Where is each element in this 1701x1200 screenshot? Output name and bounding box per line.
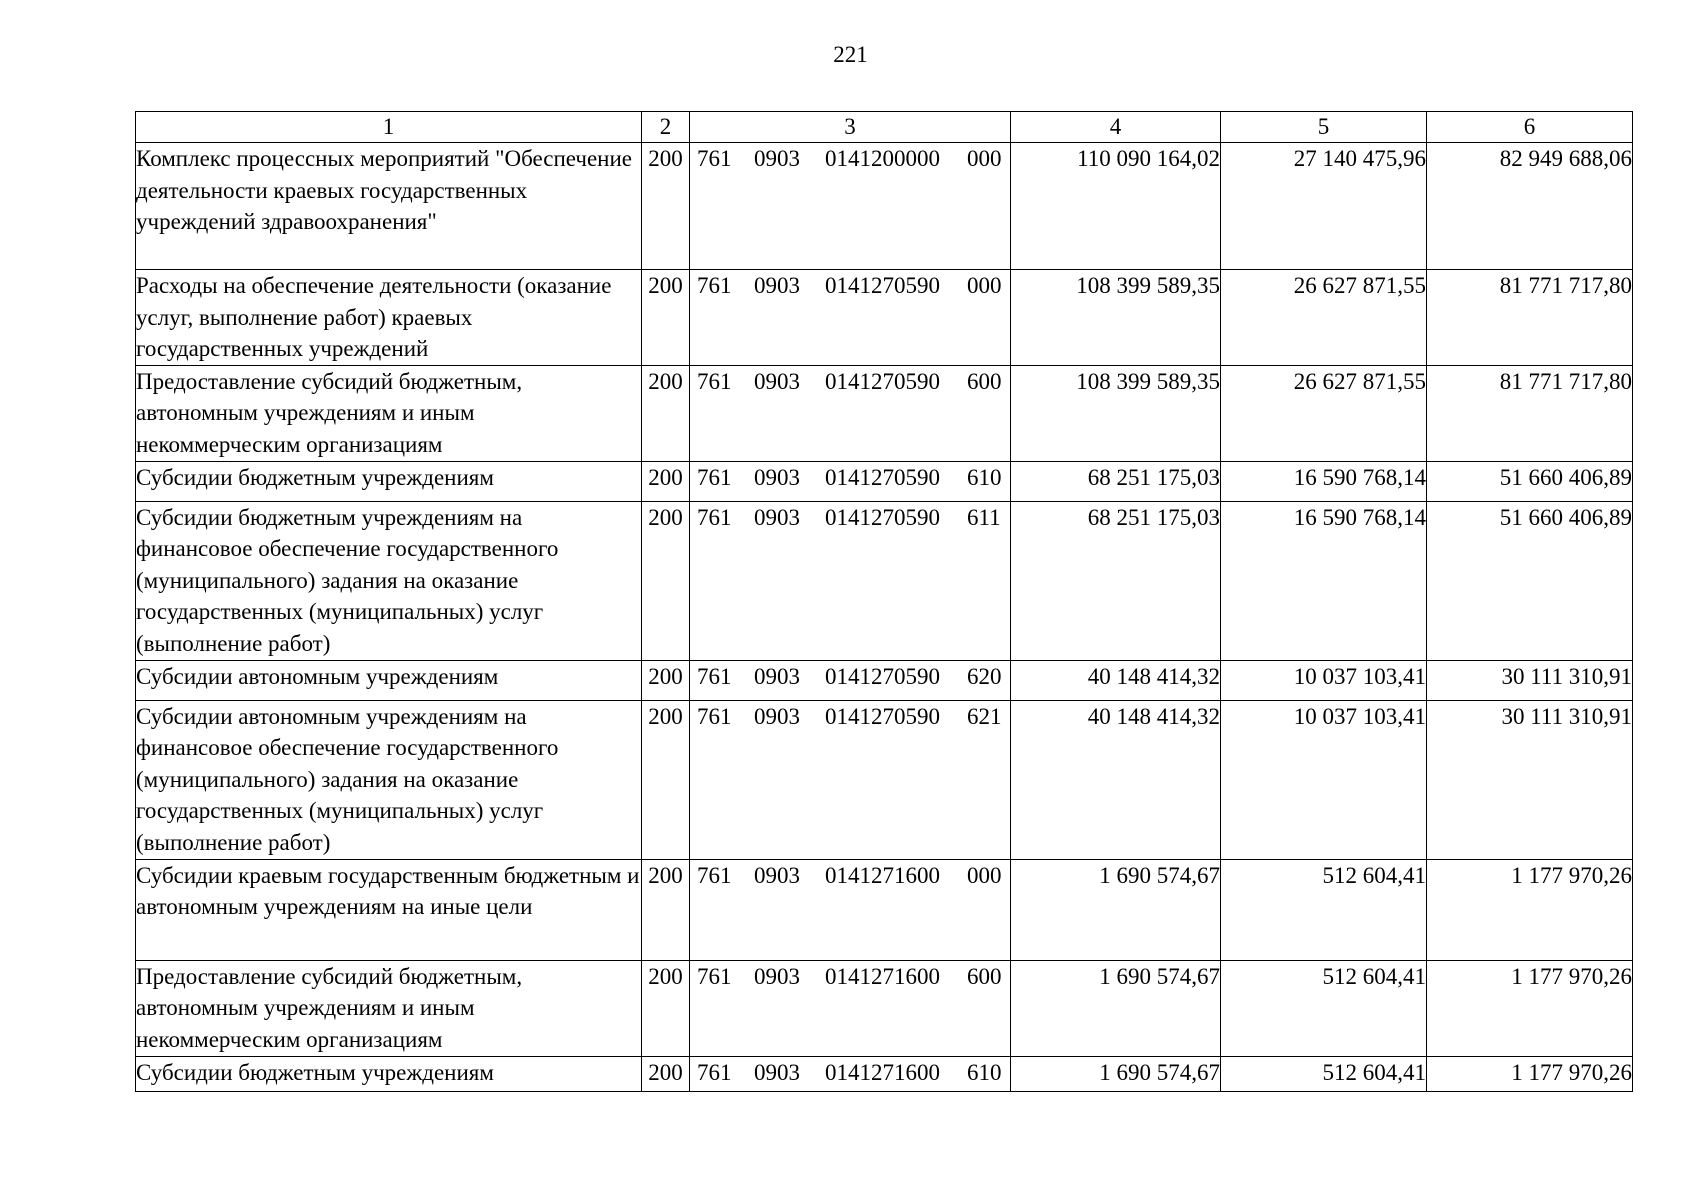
target-code: 0141270590 (825, 703, 940, 729)
table-row (136, 700, 1633, 859)
row-value-6: 81 771 717,80 (1427, 270, 1633, 366)
expense-type-code: 621 (967, 703, 1002, 729)
column-header: 3 (690, 112, 1011, 143)
section-code: 0903 (754, 1059, 800, 1085)
ved-code: 761 (697, 504, 732, 530)
table-row (136, 501, 1633, 660)
row-value-4: 1 690 574,67 (1011, 859, 1221, 960)
row-code: 200 (642, 365, 690, 461)
row-value-5: 512 604,41 (1221, 859, 1427, 960)
table-row (136, 365, 1633, 461)
table-header-row (136, 112, 1633, 143)
row-value-5: 16 590 768,14 (1221, 461, 1427, 501)
ved-code: 761 (697, 703, 732, 729)
section-code: 0903 (754, 464, 800, 490)
column-header: 5 (1221, 112, 1427, 143)
row-value-4: 108 399 589,35 (1011, 365, 1221, 461)
ved-code: 761 (697, 464, 732, 490)
row-code: 200 (642, 501, 690, 660)
row-budget-code (690, 660, 1011, 700)
row-value-5: 10 037 103,41 (1221, 700, 1427, 859)
row-name: Предоставление субсидий бюджетным, автономным учреждениям и иным некоммерческим организациям (136, 960, 642, 1056)
target-code: 0141270590 (825, 504, 940, 530)
expense-type-code: 611 (967, 504, 1001, 530)
row-name: Субсидии автономным учреждениям на финансовое обеспечение государственного (муниципального) задания на оказание государственных (муниципальных) услуг (выполнение работ) (136, 700, 642, 859)
row-value-6: 81 771 717,80 (1427, 365, 1633, 461)
row-budget-code (690, 1056, 1011, 1091)
ved-code: 761 (697, 368, 732, 394)
row-value-5: 512 604,41 (1221, 960, 1427, 1056)
expense-type-code: 000 (967, 146, 1002, 171)
expense-type-code: 600 (967, 963, 1002, 989)
table-row (136, 461, 1633, 501)
section-code: 0903 (754, 703, 800, 729)
row-value-4: 40 148 414,32 (1011, 700, 1221, 859)
target-code: 0141200000 (825, 146, 940, 171)
row-code: 200 (642, 660, 690, 700)
expense-type-code: 610 (967, 464, 1002, 490)
row-code: 200 (642, 1056, 690, 1091)
ved-code: 761 (697, 1059, 732, 1085)
row-value-4: 1 690 574,67 (1011, 960, 1221, 1056)
row-code: 200 (642, 270, 690, 366)
row-value-5: 26 627 871,55 (1221, 365, 1427, 461)
row-budget-code (690, 143, 1011, 270)
row-value-5: 512 604,41 (1221, 1056, 1427, 1091)
table-row (136, 859, 1633, 960)
row-value-5: 26 627 871,55 (1221, 270, 1427, 366)
section-code: 0903 (754, 963, 800, 989)
row-value-6: 1 177 970,26 (1427, 1056, 1633, 1091)
section-code: 0903 (754, 663, 800, 689)
row-name: Субсидии бюджетным учреждениям на финансовое обеспечение государственного (муниципального) задания на оказание государственных (муниципальных) услуг (выполнение работ) (136, 501, 642, 660)
row-budget-code (690, 859, 1011, 960)
column-header: 4 (1011, 112, 1221, 143)
expense-type-code: 600 (967, 368, 1002, 394)
ved-code: 761 (697, 273, 732, 298)
row-budget-code (690, 960, 1011, 1056)
row-budget-code (690, 365, 1011, 461)
row-name: Субсидии автономным учреждениям (136, 660, 642, 700)
row-value-6: 82 949 688,06 (1427, 143, 1633, 270)
row-budget-code (690, 461, 1011, 501)
target-code: 0141270590 (825, 464, 940, 490)
row-value-6: 51 660 406,89 (1427, 461, 1633, 501)
row-code: 200 (642, 859, 690, 960)
section-code: 0903 (754, 862, 800, 888)
ved-code: 761 (697, 663, 732, 689)
row-value-5: 10 037 103,41 (1221, 660, 1427, 700)
row-budget-code (690, 270, 1011, 366)
table-row (136, 270, 1633, 366)
column-header: 6 (1427, 112, 1633, 143)
expense-type-code: 000 (967, 862, 1002, 888)
row-value-6: 1 177 970,26 (1427, 960, 1633, 1056)
table-row (136, 1056, 1633, 1091)
ved-code: 761 (697, 146, 732, 171)
row-value-5: 16 590 768,14 (1221, 501, 1427, 660)
row-value-4: 68 251 175,03 (1011, 461, 1221, 501)
section-code: 0903 (754, 504, 800, 530)
row-budget-code (690, 501, 1011, 660)
row-code: 200 (642, 960, 690, 1056)
target-code: 0141270590 (825, 273, 940, 298)
row-name: Расходы на обеспечение деятельности (оказание услуг, выполнение работ) краевых государственных учреждений (136, 270, 642, 366)
table-row (136, 143, 1633, 270)
page-number: 221 (833, 42, 868, 67)
target-code: 0141270590 (825, 368, 940, 394)
expense-type-code: 620 (967, 663, 1002, 689)
target-code: 0141271600 (825, 862, 940, 888)
budget-table (135, 111, 1633, 1092)
section-code: 0903 (754, 368, 800, 394)
row-name: Субсидии бюджетным учреждениям (136, 1056, 642, 1091)
row-code: 200 (642, 700, 690, 859)
row-value-4: 108 399 589,35 (1011, 270, 1221, 366)
section-code: 0903 (754, 273, 800, 298)
column-header: 2 (642, 112, 690, 143)
row-value-4: 1 690 574,67 (1011, 1056, 1221, 1091)
section-code: 0903 (754, 146, 800, 171)
row-value-6: 1 177 970,26 (1427, 859, 1633, 960)
row-name: Предоставление субсидий бюджетным, автономным учреждениям и иным некоммерческим организациям (136, 365, 642, 461)
row-code: 200 (642, 461, 690, 501)
row-value-6: 51 660 406,89 (1427, 501, 1633, 660)
expense-type-code: 000 (967, 273, 1002, 298)
target-code: 0141271600 (825, 963, 940, 989)
row-name: Комплекс процессных мероприятий "Обеспечение деятельности краевых государственных учреждений здравоохранения" (136, 143, 642, 270)
row-budget-code (690, 700, 1011, 859)
row-value-4: 40 148 414,32 (1011, 660, 1221, 700)
row-code: 200 (642, 143, 690, 270)
ved-code: 761 (697, 963, 732, 989)
target-code: 0141271600 (825, 1059, 940, 1085)
row-name: Субсидии краевым государственным бюджетным и автономным учреждениям на иные цели (136, 859, 642, 960)
row-value-5: 27 140 475,96 (1221, 143, 1427, 270)
table-row (136, 660, 1633, 700)
expense-type-code: 610 (967, 1059, 1002, 1085)
column-header: 1 (136, 112, 642, 143)
ved-code: 761 (697, 862, 732, 888)
row-value-6: 30 111 310,91 (1427, 700, 1633, 859)
row-value-6: 30 111 310,91 (1427, 660, 1633, 700)
row-value-4: 110 090 164,02 (1011, 143, 1221, 270)
row-name: Субсидии бюджетным учреждениям (136, 461, 642, 501)
target-code: 0141270590 (825, 663, 940, 689)
table-row (136, 960, 1633, 1056)
row-value-4: 68 251 175,03 (1011, 501, 1221, 660)
